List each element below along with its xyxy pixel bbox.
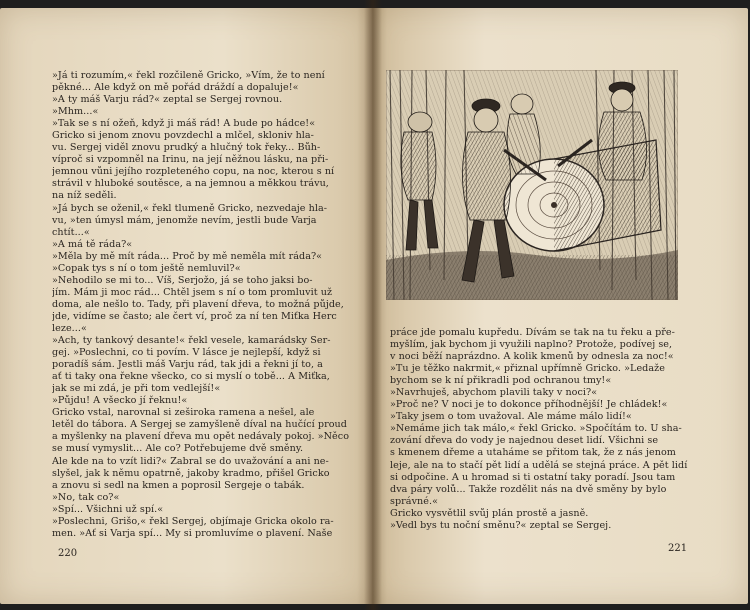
text-line: zování dřeva do vody je najednou deset lidí. Všichni se — [390, 435, 659, 447]
text-line: »Nemáme jich tak málo,« řekl Gricko. »Spočítám to. U sha- — [390, 423, 682, 435]
text-line: »Spí... Všichni už spí.« — [52, 503, 164, 515]
text-line: »Vedl bys tu noční směnu?« zeptal se Sergej. — [390, 519, 612, 531]
text-line: jemnou vůni jejího rozpleteného copu, na noc, kterou s ní — [52, 166, 335, 178]
text-line: si odpočine. A u hromad si ti ostatní taky poradí. Jsou tam — [390, 471, 676, 483]
text-line: »Proč ne? V noci je to dokonce příhodnější! Je chládek!« — [390, 399, 668, 411]
text-line: doma, ale nešlo to. Tady, při plavení dřeva, to možná půjde, — [52, 298, 344, 310]
right-page-text — [390, 327, 702, 532]
text-line: »Nehodilo se mi to... Víš, Serjožo, já se toho jaksi bo- — [52, 274, 313, 286]
text-line: poradíš sám. Jestli máš Varju rád, tak jdi a řekni jí to, a — [52, 359, 323, 371]
right-page — [372, 8, 748, 604]
text-line: »Ach, ty tankový desante!« řekl vesele, kamarádsky Ser- — [52, 335, 331, 347]
left-page — [0, 8, 372, 604]
text-line: v noci běží naprázdno. A kolik kmenů by odnesla za noc!« — [390, 351, 674, 363]
text-line: »Mhm...« — [52, 106, 99, 118]
text-line: leje, ale na to stačí pět lidí a udělá se stejná práce. A pět lidí — [390, 459, 688, 471]
text-line: práce jde pomalu kupředu. Dívám se tak na tu řeku a pře- — [390, 327, 675, 338]
text-line: jím. Mám ji moc rád... Chtěl jsem s ní o tom promluvit už — [52, 286, 333, 298]
text-line: vu, »ten úmysl mám, jenomže nevím, jestli bude Varja — [52, 214, 317, 226]
illustration-drawing — [386, 70, 678, 300]
left-page-number: 220 — [58, 548, 78, 559]
text-line: Gricko vstal, narovnal si zeširoka ramena a nešel, ale — [52, 407, 315, 419]
text-line: víproč si vzpomněl na Irinu, na její něžnou lásku, na při- — [52, 154, 329, 166]
text-line: a myšlenky na plavení dřeva mu opět nedávaly pokoj. »Něco — [52, 431, 350, 443]
text-line: gej. »Poslechni, co ti povím. V lásce je nejlepší, když si — [52, 347, 321, 359]
text-line: »Já ti rozumím,« řekl rozčileně Gricko, »Vím, že to není — [52, 70, 325, 81]
text-line: »Poslechni, Grišo,« řekl Sergej, objímaje Gricka okolo ra- — [52, 515, 334, 527]
left-page-text — [52, 70, 358, 540]
text-line: »Půjdu! A všecko jí řeknu!« — [52, 395, 188, 407]
text-line: »Tak se s ní ožeň, když ji máš rád! A bude po hádce!« — [52, 118, 316, 130]
text-line: »Měla by mě mít ráda... Proč by mě neměla mít ráda?« — [52, 250, 323, 262]
text-line: pěkné... Ale když on mě pořád dráždí a dopaluje!« — [52, 82, 299, 94]
text-line: men. »Ať si Varja spí... My si promluvíme o plavení. Naše — [52, 527, 333, 539]
text-line: »Taky jsem o tom uvažoval. Ale máme málo lidí!« — [390, 411, 632, 423]
text-line: vu. Sergej viděl znovu prudký a hlučný tok řeky... Bůh- — [52, 142, 321, 154]
text-line: strávil v hluboké soutěsce, a na jemnou a měkkou trávu, — [52, 178, 329, 190]
text-line: Gricko si jenom znovu povzdechl a mlčel, skloniv hla- — [52, 130, 314, 142]
text-line: na níž seděli. — [52, 190, 117, 202]
text-line: s kmenem dřeme a utaháme se přitom tak, že z nás jenom — [390, 447, 676, 459]
right-page-number: 221 — [668, 543, 688, 554]
text-line: Ale kde na to vzít lidi?« Zabral se do uvažování a ani ne- — [52, 455, 329, 467]
text-line: »A má tě ráda?« — [52, 238, 133, 250]
text-line: chtít...« — [52, 226, 90, 238]
text-line: a znovu si sedl na kmen a poprosil Sergeje o tabák. — [52, 479, 305, 491]
text-line: leze...« — [52, 322, 87, 334]
text-line: se musí vymyslit... Ale co? Potřebujeme dvě směny. — [52, 443, 304, 455]
text-line: dva páry volů... Takže rozdělit nás na dvě směny by bylo — [390, 483, 667, 495]
text-line: »Copak tys s ní o tom ještě nemluvil?« — [52, 262, 241, 274]
text-line: ať ti taky ona řekne všecko, co si myslí o tobě... A Miťka, — [52, 371, 330, 383]
text-line: jak se mi zdá, je při tom vedlejší!« — [52, 383, 221, 395]
text-line: »Navrhuješ, abychom plavili taky v noci?« — [390, 387, 598, 399]
text-line: letěl do tábora. A Sergej se zamyšleně díval na hučící proud — [52, 419, 347, 431]
text-line: »Já bych se oženil,« řekl tlumeně Gricko, nezvedaje hla- — [52, 202, 328, 214]
text-line: myšlím, jak bychom ji využili naplno? Protože, podívej se, — [390, 339, 673, 351]
text-line: jde, vidíme se často; ale čert ví, proč za ní ten Miťka Herc — [52, 310, 337, 322]
text-line: Gricko vysvětlil svůj plán prostě a jasně. — [390, 507, 589, 519]
text-line: »Tu je těžko nakrmit,« přiznal upřímně Gricko. »Ledaže — [390, 363, 665, 375]
text-line: správné.« — [390, 495, 439, 507]
text-line: »No, tak co?« — [52, 491, 120, 503]
text-line: bychom se k ní přikradli pod ochranou tmy!« — [390, 375, 612, 387]
text-line: slyšel, jak k němu opatrně, jakoby kradmo, přišel Gricko — [52, 467, 330, 479]
text-line: »A ty máš Varju rád?« zeptal se Sergej rovnou. — [52, 94, 283, 106]
log-rolling-illustration — [386, 70, 678, 300]
